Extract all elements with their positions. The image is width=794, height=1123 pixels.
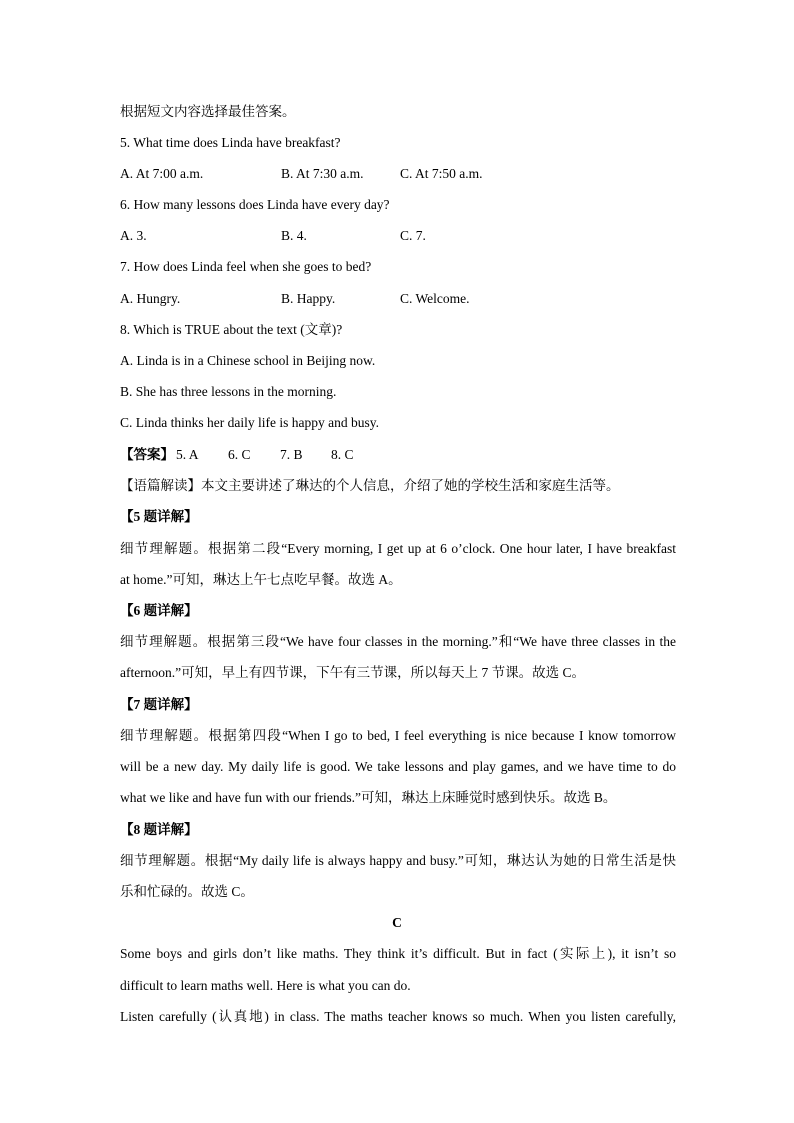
explanation-7-heading: 【7 题详解】 [120,697,198,712]
question-8-option-b: B. She has three lessons in the morning. [120,384,337,399]
question-6-option-b: B. 4. [281,228,307,243]
question-6-option-c: C. 7. [400,228,426,243]
question-8-stem: 8. Which is TRUE about the text (文章)? [120,322,343,337]
answer-item-5: 5. A [176,447,199,462]
section-c-line-1: Some boys and girls don’t like maths. They think it’s difficult. But in fact (实际上), it isn’t so [120,946,676,961]
section-c-line-2: difficult to learn maths well. Here is what you can do. [120,978,411,993]
question-7-option-b: B. Happy. [281,291,336,306]
explanation-6-heading: 【6 题详解】 [120,603,198,618]
explanation-7-line-3: what we like and have fun with our friends.”可知，琳达上床睡觉时感到快乐。故选 B。 [120,790,617,805]
question-7-option-c: C. Welcome. [400,291,470,306]
section-c-title: C [392,915,402,930]
question-6-stem: 6. How many lessons does Linda have every day? [120,197,390,212]
answer-label: 【答案】 [120,447,174,462]
explanation-7-line-2: will be a new day. My daily life is good. We take lessons and play games, and we have time to do [120,759,676,774]
explanation-5-heading: 【5 题详解】 [120,509,198,524]
question-5-option-b: B. At 7:30 a.m. [281,166,364,181]
explanation-8-line-1: 细节理解题。根据“My daily life is always happy and busy.”可知，琳达认为她的日常生活是快 [120,853,676,868]
explanation-8-heading: 【8 题详解】 [120,822,198,837]
explanation-6-line-2: afternoon.”可知，早上有四节课，下午有三节课，所以每天上 7 节课。故选 C。 [120,665,585,680]
question-8-option-a: A. Linda is in a Chinese school in Beijing now. [120,353,376,368]
answer-item-8: 8. C [331,447,354,462]
passage-summary: 【语篇解读】本文主要讲述了琳达的个人信息，介绍了她的学校生活和家庭生活等。 [120,478,620,493]
explanation-6-line-1: 细节理解题。根据第三段“We have four classes in the morning.”和“We have three classes in the [120,634,676,649]
explanation-7-line-1: 细节理解题。根据第四段“When I go to bed, I feel everything is nice because I know tomorrow [120,728,676,743]
explanation-5-line-1: 细节理解题。根据第二段“Every morning, I get up at 6 o’clock. One hour later, I have breakfast [120,541,676,556]
explanation-5-line-2: at home.”可知，琳达上午七点吃早餐。故选 A。 [120,572,402,587]
question-5-option-a: A. At 7:00 a.m. [120,166,204,181]
question-8-option-c: C. Linda thinks her daily life is happy and busy. [120,415,379,430]
question-7-stem: 7. How does Linda feel when she goes to bed? [120,259,372,274]
question-5-stem: 5. What time does Linda have breakfast? [120,135,341,150]
section-c-line-3: Listen carefully (认真地) in class. The maths teacher knows so much. When you listen carefully, [120,1009,676,1024]
explanation-8-line-2: 乐和忙碌的。故选 C。 [120,884,254,899]
question-7-option-a: A. Hungry. [120,291,181,306]
answer-item-6: 6. C [228,447,251,462]
instruction-text: 根据短文内容选择最佳答案。 [120,104,296,119]
question-6-option-a: A. 3. [120,228,147,243]
question-5-option-c: C. At 7:50 a.m. [400,166,483,181]
answer-item-7: 7. B [280,447,303,462]
